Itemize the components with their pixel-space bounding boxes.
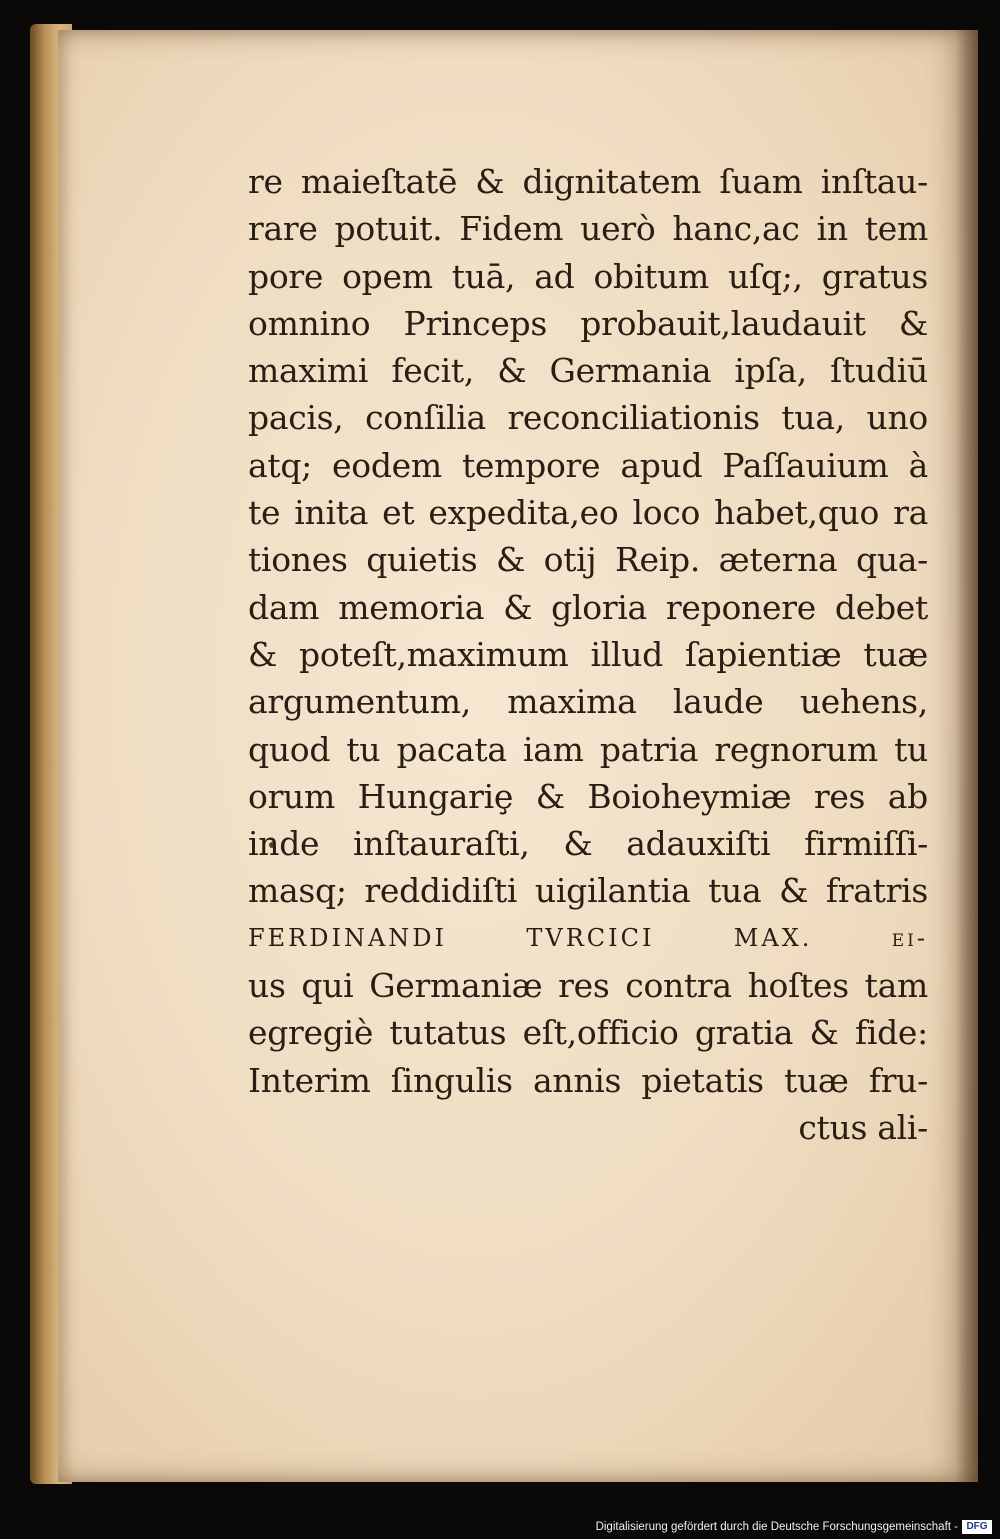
footer-bar (0, 1511, 1000, 1539)
text-line: Interim ſingulis annis pietatis tuæ fru- (248, 1060, 928, 1100)
text-line: pacis, conſilia reconciliationis tua, uno (248, 398, 928, 438)
text-line: & poteſt,maximum illud ſapientiæ tuæ (248, 634, 928, 674)
text-block (248, 158, 928, 1151)
text-line: us qui Germaniæ res contra hoſtes tam (248, 966, 928, 1006)
text-line: argumentum, maxima laude uehens, (248, 682, 928, 722)
text-line: egregiè tutatus eſt,officio gratia & fide: (248, 1013, 928, 1053)
text-line: rare potuit. Fidem uerò hanc,ac in tem (248, 209, 928, 249)
text-line: quod tu pacata iam patria regnorum tu (248, 729, 928, 769)
text-line: tiones quietis & otij Reip. æterna qua- (248, 540, 928, 580)
text-line: pore opem tuā, ad obitum uſq;, gratus (248, 256, 928, 296)
text-line: te inita et expedita,eo loco habet,quo ra (248, 493, 928, 533)
catchword: ctus ali- (798, 1107, 928, 1147)
footer-credit: Digitalisierung gefördert durch die Deutsche Forschungsgemeinschaft - (595, 1521, 958, 1533)
text-line: inde inſtauraſti, & adauxiſti firmiſſi- (248, 824, 928, 864)
text-line: omnino Princeps probauit,laudauit & (248, 303, 928, 343)
text-line: dam memoria & gloria reponere debet (248, 587, 928, 627)
text-line: orum Hungariȩ & Boioheymiæ res ab (248, 776, 928, 816)
text-line: masq; reddidiſti uigilantia tua & fratris (248, 871, 928, 911)
text-line: re maieſtatē & dignitatem ſuam inſtau- (248, 162, 928, 201)
dfg-logo: DFG (962, 1520, 992, 1534)
text-line: maximi fecit, & Germania ipſa, ſtudiū (248, 351, 928, 391)
page-gutter-shadow (956, 30, 978, 1482)
text-line: atq; eodem tempore apud Paſſauium à (248, 445, 928, 485)
text-line-small-caps: FERDINANDI TVRCICI MAX. ei- (248, 923, 928, 952)
